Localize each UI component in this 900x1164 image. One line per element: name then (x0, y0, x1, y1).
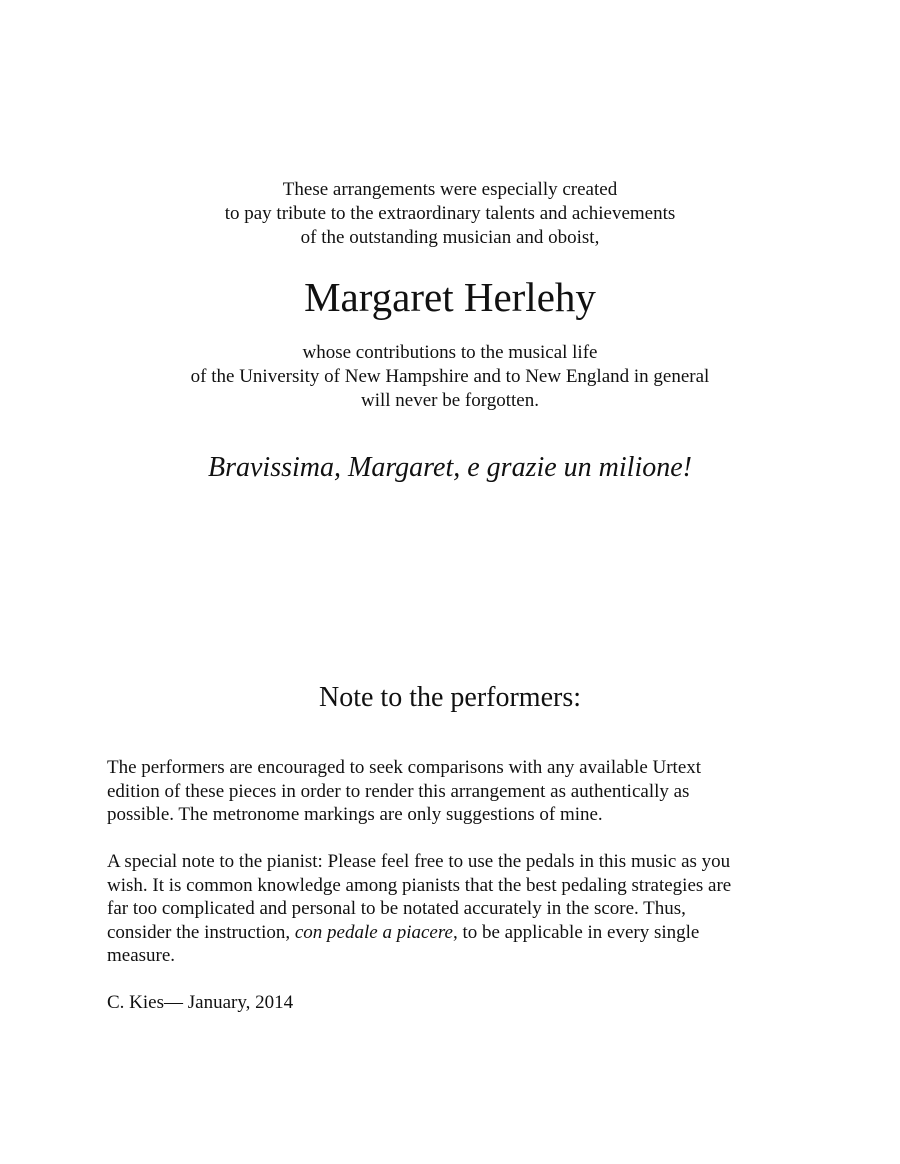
dedication-line: to pay tribute to the extraordinary talents and achievements (224, 203, 676, 224)
contributions-line: of the University of New Hampshire and to New England in general (190, 366, 710, 387)
dedication-line: of the outstanding musician and oboist, (300, 227, 600, 248)
paragraph-line (107, 921, 797, 945)
closing-exclamation: Bravissima, Margaret, e grazie un milione! (208, 452, 692, 483)
honoree-name: Margaret Herlehy (304, 274, 596, 320)
note-paragraph-1 (107, 756, 797, 827)
paragraph-line: measure. (107, 945, 176, 966)
dedication-line: These arrangements were especially created (282, 179, 618, 200)
signature-date: C. Kies— January, 2014 (107, 992, 294, 1013)
paragraph-line: The performers are encouraged to seek comparisons with any available Urtext (107, 757, 702, 778)
dedication-block (0, 178, 900, 250)
pedal-instruction: con pedale a piacere (294, 921, 453, 943)
contributions-line: whose contributions to the musical life (302, 342, 598, 363)
paragraph-line: possible. The metronome markings are only suggestions of mine. (107, 804, 603, 825)
instruction-prefix: consider the instruction, (107, 921, 295, 943)
paragraph-line: wish. It is common knowledge among pianists that the best pedaling strategies are (107, 874, 732, 896)
paragraph-line: far too complicated and personal to be notated accurately in the score. Thus, (107, 898, 686, 919)
contributions-line: will never be forgotten. (361, 390, 539, 411)
paragraph-line: edition of these pieces in order to render this arrangement as authentically as (107, 780, 690, 802)
note-heading: Note to the performers: (318, 682, 582, 713)
note-paragraph-2 (107, 850, 797, 968)
contributions-block (0, 341, 900, 413)
instruction-suffix: , to be applicable in every single (452, 921, 700, 943)
paragraph-line: A special note to the pianist: Please feel free to use the pedals in this music as you (107, 851, 731, 872)
